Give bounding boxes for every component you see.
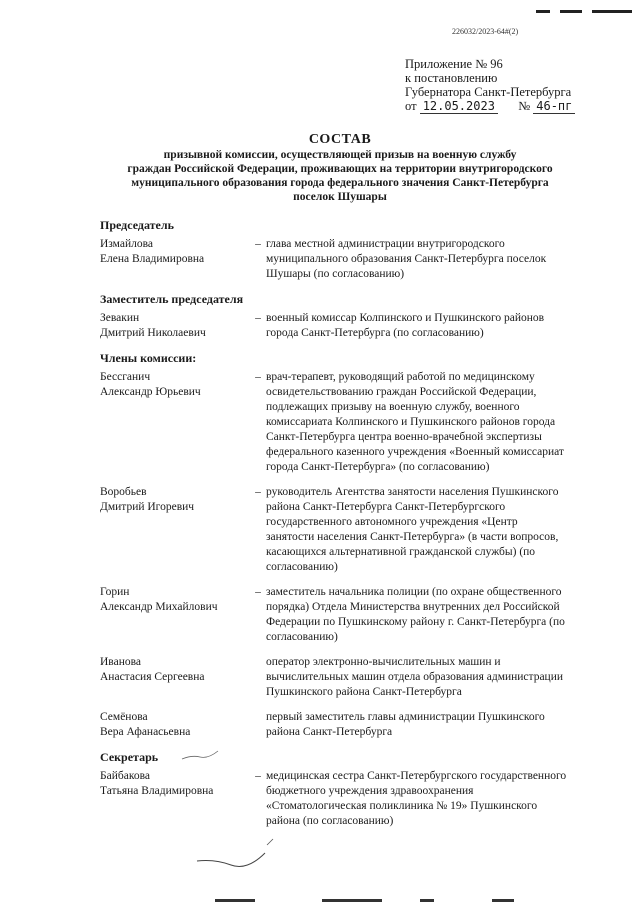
title-line-4: поселок Шушары — [293, 191, 387, 203]
section-members: Члены комиссии: — [100, 351, 197, 365]
member-surname: Измайлова — [100, 238, 154, 250]
member-dash — [250, 655, 266, 700]
member-role: врач-терапевт, руководящий работой по медицинскому освидетельствованию граждан Российской Федерации, подлежащих призыву на военную службу, военного комиссариата Колпинского и Пушкинского районов города Санкт-Петербурга центра военно-врачебной экспертизы федерального казенного учреждения «Военный комиссариат города Санкт-Петербурга» (по согласованию) — [266, 371, 564, 473]
member-dash: – — [255, 238, 261, 250]
member-dash — [250, 710, 266, 740]
number-value: 46-пг — [533, 99, 575, 114]
appendix-date-line — [405, 99, 575, 113]
member-role: военный комиссар Колпинского и Пушкинского районов города Санкт-Петербурга (по согласованию) — [266, 312, 545, 339]
member-row — [100, 237, 600, 282]
member-row — [100, 769, 600, 829]
member-given-name: Татьяна Владимировна — [100, 785, 214, 797]
member-surname: Горин — [100, 586, 130, 598]
member-row — [100, 485, 600, 575]
bottom-edge-marks — [0, 895, 640, 905]
member-dash: – — [255, 312, 261, 324]
member-dash: – — [255, 586, 261, 598]
appendix-issuer: Губернатора Санкт-Петербурга — [405, 85, 572, 99]
top-edge-marks — [526, 0, 632, 18]
appendix-block — [405, 57, 575, 113]
title-line-1: призывной комиссии, осуществляющей призыв на военную службу — [163, 149, 517, 161]
member-given-name: Александр Михайлович — [100, 601, 218, 613]
date-prefix: от — [405, 99, 417, 113]
document-code: 226032/2023-64#(2) — [452, 27, 519, 36]
section-deputy: Заместитель председателя — [100, 292, 244, 306]
member-given-name: Елена Владимировна — [100, 253, 205, 265]
member-given-name: Дмитрий Игоревич — [100, 501, 195, 513]
member-role: заместитель начальника полиции (по охране общественного порядка) Отдела Министерства внутренних дел Российской Федерации по Пушкинскому району г. Санкт-Петербурга (по согласованию) — [266, 586, 565, 643]
member-row — [100, 655, 600, 700]
section-secretary: Секретарь — [100, 750, 159, 764]
appendix-number: Приложение № 96 — [405, 57, 503, 71]
member-row — [100, 370, 600, 475]
member-role: медицинская сестра Санкт-Петербургского государственного бюджетного учреждения здравоохранения «Стоматологическая поликлиника № 19» Пушкинского района (по согласованию) — [266, 770, 567, 827]
member-row — [100, 585, 600, 645]
member-dash: – — [255, 371, 261, 383]
appendix-reference: к постановлению — [405, 71, 498, 85]
date-value: 12.05.2023 — [420, 99, 498, 114]
member-surname: Воробьев — [100, 486, 147, 498]
scan-mark — [180, 745, 220, 765]
member-row — [100, 311, 600, 341]
title-line-2: граждан Российской Федерации, проживающих на территории внутригородского — [127, 163, 553, 175]
member-given-name: Анастасия Сергеевна — [100, 671, 205, 683]
member-role: первый заместитель главы администрации Пушкинского района Санкт-Петербурга — [266, 711, 545, 738]
section-chair: Председатель — [100, 218, 174, 232]
member-dash: – — [255, 770, 261, 782]
scan-scribble — [195, 835, 285, 875]
member-surname: Иванова — [100, 656, 141, 668]
member-role: руководитель Агентства занятости населения Пушкинского района Санкт-Петербурга Санкт-Петербургского государственного автономного учреждения «Центр занятости населения Санкт-Петербурга» (в части вопросов, касающихся альтернативной гражданской службы) (по согласованию) — [266, 486, 559, 573]
member-surname: Бессганич — [100, 371, 151, 383]
member-role: глава местной администрации внутригородского муниципального образования Санкт-Петербурга поселок Шушары (по согласованию) — [266, 238, 547, 280]
member-given-name: Вера Афанасьевна — [100, 726, 191, 738]
document-title — [90, 132, 590, 204]
member-dash: – — [255, 486, 261, 498]
member-row — [100, 710, 600, 740]
member-role: оператор электронно-вычислительных машин и вычислительных машин отдела образования администрации Пушкинского района Санкт-Петербурга — [266, 656, 564, 698]
title-heading: СОСТАВ — [308, 132, 372, 147]
member-surname: Байбакова — [100, 770, 150, 782]
member-surname: Семёнова — [100, 711, 148, 723]
number-prefix: № — [518, 99, 531, 113]
member-surname: Зевакин — [100, 312, 140, 324]
member-given-name: Александр Юрьевич — [100, 386, 201, 398]
title-line-3: муниципального образования города федерального значения Санкт-Петербурга — [131, 177, 549, 189]
member-given-name: Дмитрий Николаевич — [100, 327, 206, 339]
commission-list — [100, 218, 600, 839]
